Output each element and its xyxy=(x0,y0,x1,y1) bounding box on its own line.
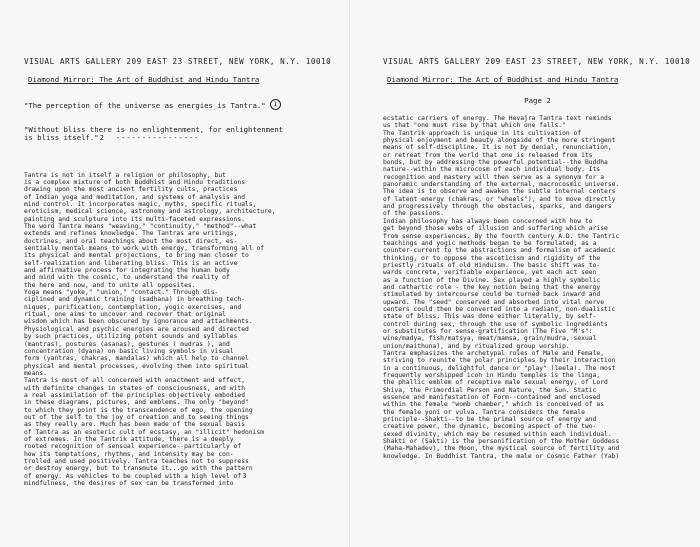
document-title: Diamond Mirror: The Art of Buddhist and Hindu Tantra xyxy=(387,75,619,84)
text-line: counter-current to the abstractions and formalism of academic xyxy=(383,247,616,255)
footnote-marker: 2 xyxy=(99,134,104,143)
text-line: recognition and mastery will then serve as a synonym for a xyxy=(383,173,605,181)
text-line: out of the self to the joy of creation and to seeing things xyxy=(24,413,249,421)
text-line: the female yoni or vulva. Tantra considers the female xyxy=(383,408,585,416)
footnote-marker: 3 xyxy=(242,471,247,480)
text-line: priestly rituals of old Hinduism. The basic shift was to- xyxy=(383,261,601,269)
text-line: with definite changes in states of consciousness, and with xyxy=(24,384,246,392)
text-line: trolled and used positively. Tantra teaches not to suppress xyxy=(24,458,249,466)
text-line: of latent energy (chakras, or "wheels"), and to move directly xyxy=(383,195,616,203)
text-line: rooted recognition of sensual experience--particularly of xyxy=(24,443,242,451)
text-line: of energy. As vehicles to be coupled with a high level of3 xyxy=(24,471,247,480)
text-line: Yoga means "yoke," "union," "contact." Through dis- xyxy=(24,289,219,297)
text-line: and progressively through the obstacles, sparks, and dangers xyxy=(383,203,612,211)
text-line: Shiva, the Primordial Person and Nature, the Sun. Static xyxy=(383,386,597,394)
text-line: within the female "womb chamber," which is conceived of as xyxy=(383,401,605,409)
text-line: ritual, one aims to uncover and recover that original xyxy=(24,311,226,319)
footnote-marker: 1 xyxy=(270,99,281,110)
text-line: upward. The "seed" conserved and absorbed into vital nerve xyxy=(383,298,605,306)
text-line: means. xyxy=(24,369,47,377)
text-line: Tantra is not in itself a religion or philosophy, but xyxy=(24,171,226,179)
quote-text: "The perception of the universe as energies is Tantra." xyxy=(24,101,266,110)
text-line: its physical and mental projections, to bring man closer to xyxy=(24,252,249,260)
text-line: teachings and yogic methods began to be formulated, as a xyxy=(383,239,597,247)
text-line: or retreat from the world that one is released from its xyxy=(383,151,593,159)
left-body-text xyxy=(24,172,339,488)
text-line: frequently worshipped icon in Hindu temples is the linga, xyxy=(383,372,601,380)
text-line: sentially mental means to work with energy, transforming all of xyxy=(24,245,265,253)
text-line: ecstatic carriers of energy. The Hevajra Tantra text reminds xyxy=(383,115,612,122)
text-line: self-realization and liberating bliss. This is an active xyxy=(24,259,238,267)
text-line: essence and manifestation of Form--contained and enclosed xyxy=(383,394,601,402)
text-line: creative power, the dynamic, becoming aspect of the two- xyxy=(383,423,597,431)
text-line: painting and sculpture into its multi-faceted expressions. xyxy=(24,215,246,223)
text-line: and mind with the cosmic, to understand the reality of xyxy=(24,274,230,282)
text-line: principle--Shakti--to be the primal source of energy and xyxy=(383,416,597,424)
text-line: striving to reunite the polar principles by their interaction xyxy=(383,357,616,365)
text-line: means of self-discipline. It is not by denial, renunciation, xyxy=(383,144,612,152)
text-line: state of bliss. This was done either literally, by self- xyxy=(383,313,597,321)
text-line: panoramic understanding of the external, macrocosmic universe. xyxy=(383,181,620,189)
text-line: how its temptations, rhythms, and intensity may be con- xyxy=(24,450,234,458)
text-line: eroticism, medical science, astronomy and astrology, architecture, xyxy=(24,208,276,216)
text-line: of Indian yoga and meditation, and systems of analysis and xyxy=(24,193,246,201)
text-line: of Tantra as an esoteric cult of ecstasy, an "illicit" hedonism xyxy=(24,428,265,436)
text-line: sexed divinity, which may be resumed within each individual. xyxy=(383,430,612,438)
text-line: to which they point is the transcendence of ego, the opening xyxy=(24,406,253,414)
text-line: get beyond those webs of illusion and suffering which arise xyxy=(383,225,608,233)
text-line: ciplined and dynamic training (sadhana) in breathing tech- xyxy=(24,296,246,304)
text-line: us that "one must rise by that which one falls." xyxy=(383,122,566,130)
gallery-header: VISUAL ARTS GALLERY 209 EAST 23 STREET, NEW YORK, N.Y. 10010 xyxy=(24,57,332,66)
text-line: as a function of the Divine. Sex played a highly symbolic xyxy=(383,276,601,284)
text-line: stimulated by intercourse could be turned back inward and xyxy=(383,291,601,299)
text-line: form (yantras, chakras, mandalas) which all help to channel xyxy=(24,355,249,363)
text-line: Physiological and psychic energies are aroused and directed xyxy=(24,325,249,333)
text-line: bonds, but by addressing the powerful potential--the Buddha xyxy=(383,159,608,167)
page-gutter xyxy=(349,0,350,547)
text-line: (Maha-Mahadev), the Moon, the mystical source of fertility and xyxy=(383,445,620,453)
text-line: knowledge. In Buddhist Tantra, the male or Cosmic Father (Yab) xyxy=(383,452,620,460)
text-line: extends and refines knowledge. The Tantras are writings, xyxy=(24,230,238,238)
text-line: (mantras), postures (asanas), gestures ( mudras ), and xyxy=(24,340,230,348)
text-line: from sense experiences. By the fourth century A.D. the Tantric xyxy=(383,232,620,240)
text-line: wine/madya, fish/matsya, meat/mamsa, grain/mudra, sexual xyxy=(383,335,597,343)
right-body-text xyxy=(383,115,692,460)
text-line: niques, purification, contemplation, yogic exercises, and xyxy=(24,303,242,311)
second-quote xyxy=(24,126,339,142)
text-line: a real assimilation of the principles objectively embodied xyxy=(24,391,246,399)
text-line: The word Tantra means "weaving," "continuity," "method"--what xyxy=(24,223,257,231)
page-number: Page 2 xyxy=(524,96,551,105)
text-line: doctrines, and oral teachings about the most direct, es- xyxy=(24,237,238,245)
text-line: Tantra emphasizes the archetypal roles of Male and Female, xyxy=(383,350,605,357)
text-line: as they really are. Much has been made of the sexual basis xyxy=(24,421,246,429)
text-line: of extremes. In the Tantrik attitude, there is a deeply xyxy=(24,435,234,443)
quote-line: "Without bliss there is no enlightenment, for enlightenment xyxy=(24,125,284,135)
text-line: nature--within the microcosm of each individual body. Its xyxy=(383,166,601,174)
text-line: physical and mental processes, evolving them into spiritual xyxy=(24,362,249,370)
text-line: or destroy energy, but to transmute it...go with the pattern xyxy=(24,465,253,473)
text-line: by such practices, utilizing potent sounds and syllables xyxy=(24,333,238,341)
text-line: is a complex mixture of both Buddhist and Hindu traditions xyxy=(24,178,246,186)
text-line: wards concrete, verifiable experience, yet each act seen xyxy=(383,269,597,277)
text-line: control during sex, through the use of symbolic ingredients xyxy=(383,320,608,328)
gallery-header: VISUAL ARTS GALLERY 209 EAST 23 STREET, NEW YORK, N.Y. 10010 xyxy=(383,57,691,66)
text-line: Tantra is most of all concerned with enactment and effect, xyxy=(24,377,246,385)
text-line: mindfulness, the desires of sex can be transformed into xyxy=(24,480,234,488)
text-line: and cathartic role - the key notion being that the energy xyxy=(383,283,601,291)
text-line: in these diagrams, pictures, and emblems. The only "beyond" xyxy=(24,399,249,407)
text-line: and affirmative process for integrating the human body xyxy=(24,267,230,275)
text-line: of the passions. xyxy=(383,210,444,218)
left-page xyxy=(0,0,345,547)
text-line: thinking, or to oppose the asceticism and rigidity of the xyxy=(383,254,601,262)
text-line: The Tantrik approach is unique in its cultivation of xyxy=(383,129,582,137)
text-line: centers could then be converted into a radiant, non-dualistic xyxy=(383,305,616,313)
text-line: The idea is to observe and awaken the subtle internal centers xyxy=(383,188,616,196)
text-line: the here and now, and to unite all opposites. xyxy=(24,281,196,289)
document-title: Diamond Mirror: The Art of Buddhist and Hindu Tantra xyxy=(28,75,260,84)
rule-divider: ---------------- xyxy=(115,134,200,143)
text-line: the phallic emblem of receptive male sexual energy, of Lord xyxy=(383,379,608,387)
text-line: in a continuous, delightful dance or "play" (leela). The most xyxy=(383,364,616,372)
text-line: union/maithuna), and by ritualized group worship. xyxy=(383,342,570,350)
text-line: drawing upon the most ancient fertility cults, practices xyxy=(24,186,238,194)
opening-quote xyxy=(24,99,339,110)
text-line: concentration (dyana) on basic living symbols in visual xyxy=(24,347,234,355)
text-line: physical enjoyment and beauty alongside of the more stringent xyxy=(383,137,616,145)
text-line: mind control. It incorporates magic, myths, specific rituals, xyxy=(24,200,257,208)
quote-line: is bliss itself." xyxy=(24,133,99,143)
text-line: Indian philosophy has always been concerned with how to xyxy=(383,217,593,225)
text-line: Shakti or (Sakti) is the personification of the Mother Goddess xyxy=(383,438,620,446)
right-page xyxy=(353,0,700,547)
text-line: wisdom which has been obscured by ignorance and attachments. xyxy=(24,318,253,326)
text-line: or substitutes for sense-gratification (The Five "M's": xyxy=(383,327,593,335)
